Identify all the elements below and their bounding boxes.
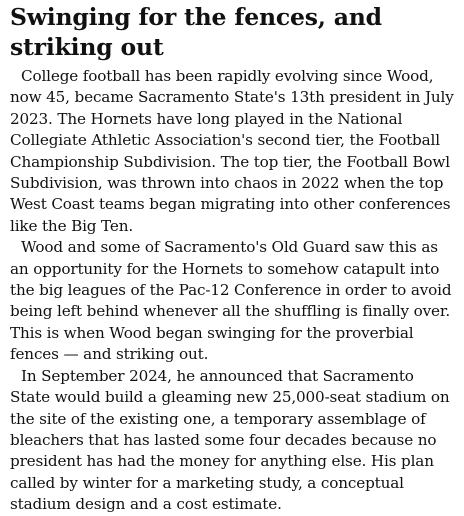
article-headline: Swinging for the fences, and striking out xyxy=(10,3,382,61)
paragraph-2: Wood and some of Sacramento's Old Guard saw this as an opportunity for the Hornets to somehow catapult into the big leagues of the Pac-12 Conference in order to avoid being left behind whenever all the shuffling is finally over. This is when Wood began swinging for the proverbial fences — and striking out. xyxy=(10,238,452,364)
paragraph-1: College football has been rapidly evolving since Wood, now 45, became Sacramento State's 13th president in July 2023. The Hornets have long played in the National Collegiate Athletic Association's second tier, the Football Championship Subdivision. The top tier, the Football Bowl Subdivision, was thrown into chaos in 2022 when the top West Coast teams began migrating into other conferences like the Big Ten. xyxy=(10,67,454,235)
article xyxy=(10,2,458,516)
paragraph-3: In September 2024, he announced that Sacramento State would build a gleaming new 25,000-seat stadium on the site of the existing one, a temporary assemblage of bleachers that has lasted some four decades because no president has had the money for anything else. His plan called by winter for a marketing study, a conceptual stadium design and a cost estimate. xyxy=(10,366,450,514)
